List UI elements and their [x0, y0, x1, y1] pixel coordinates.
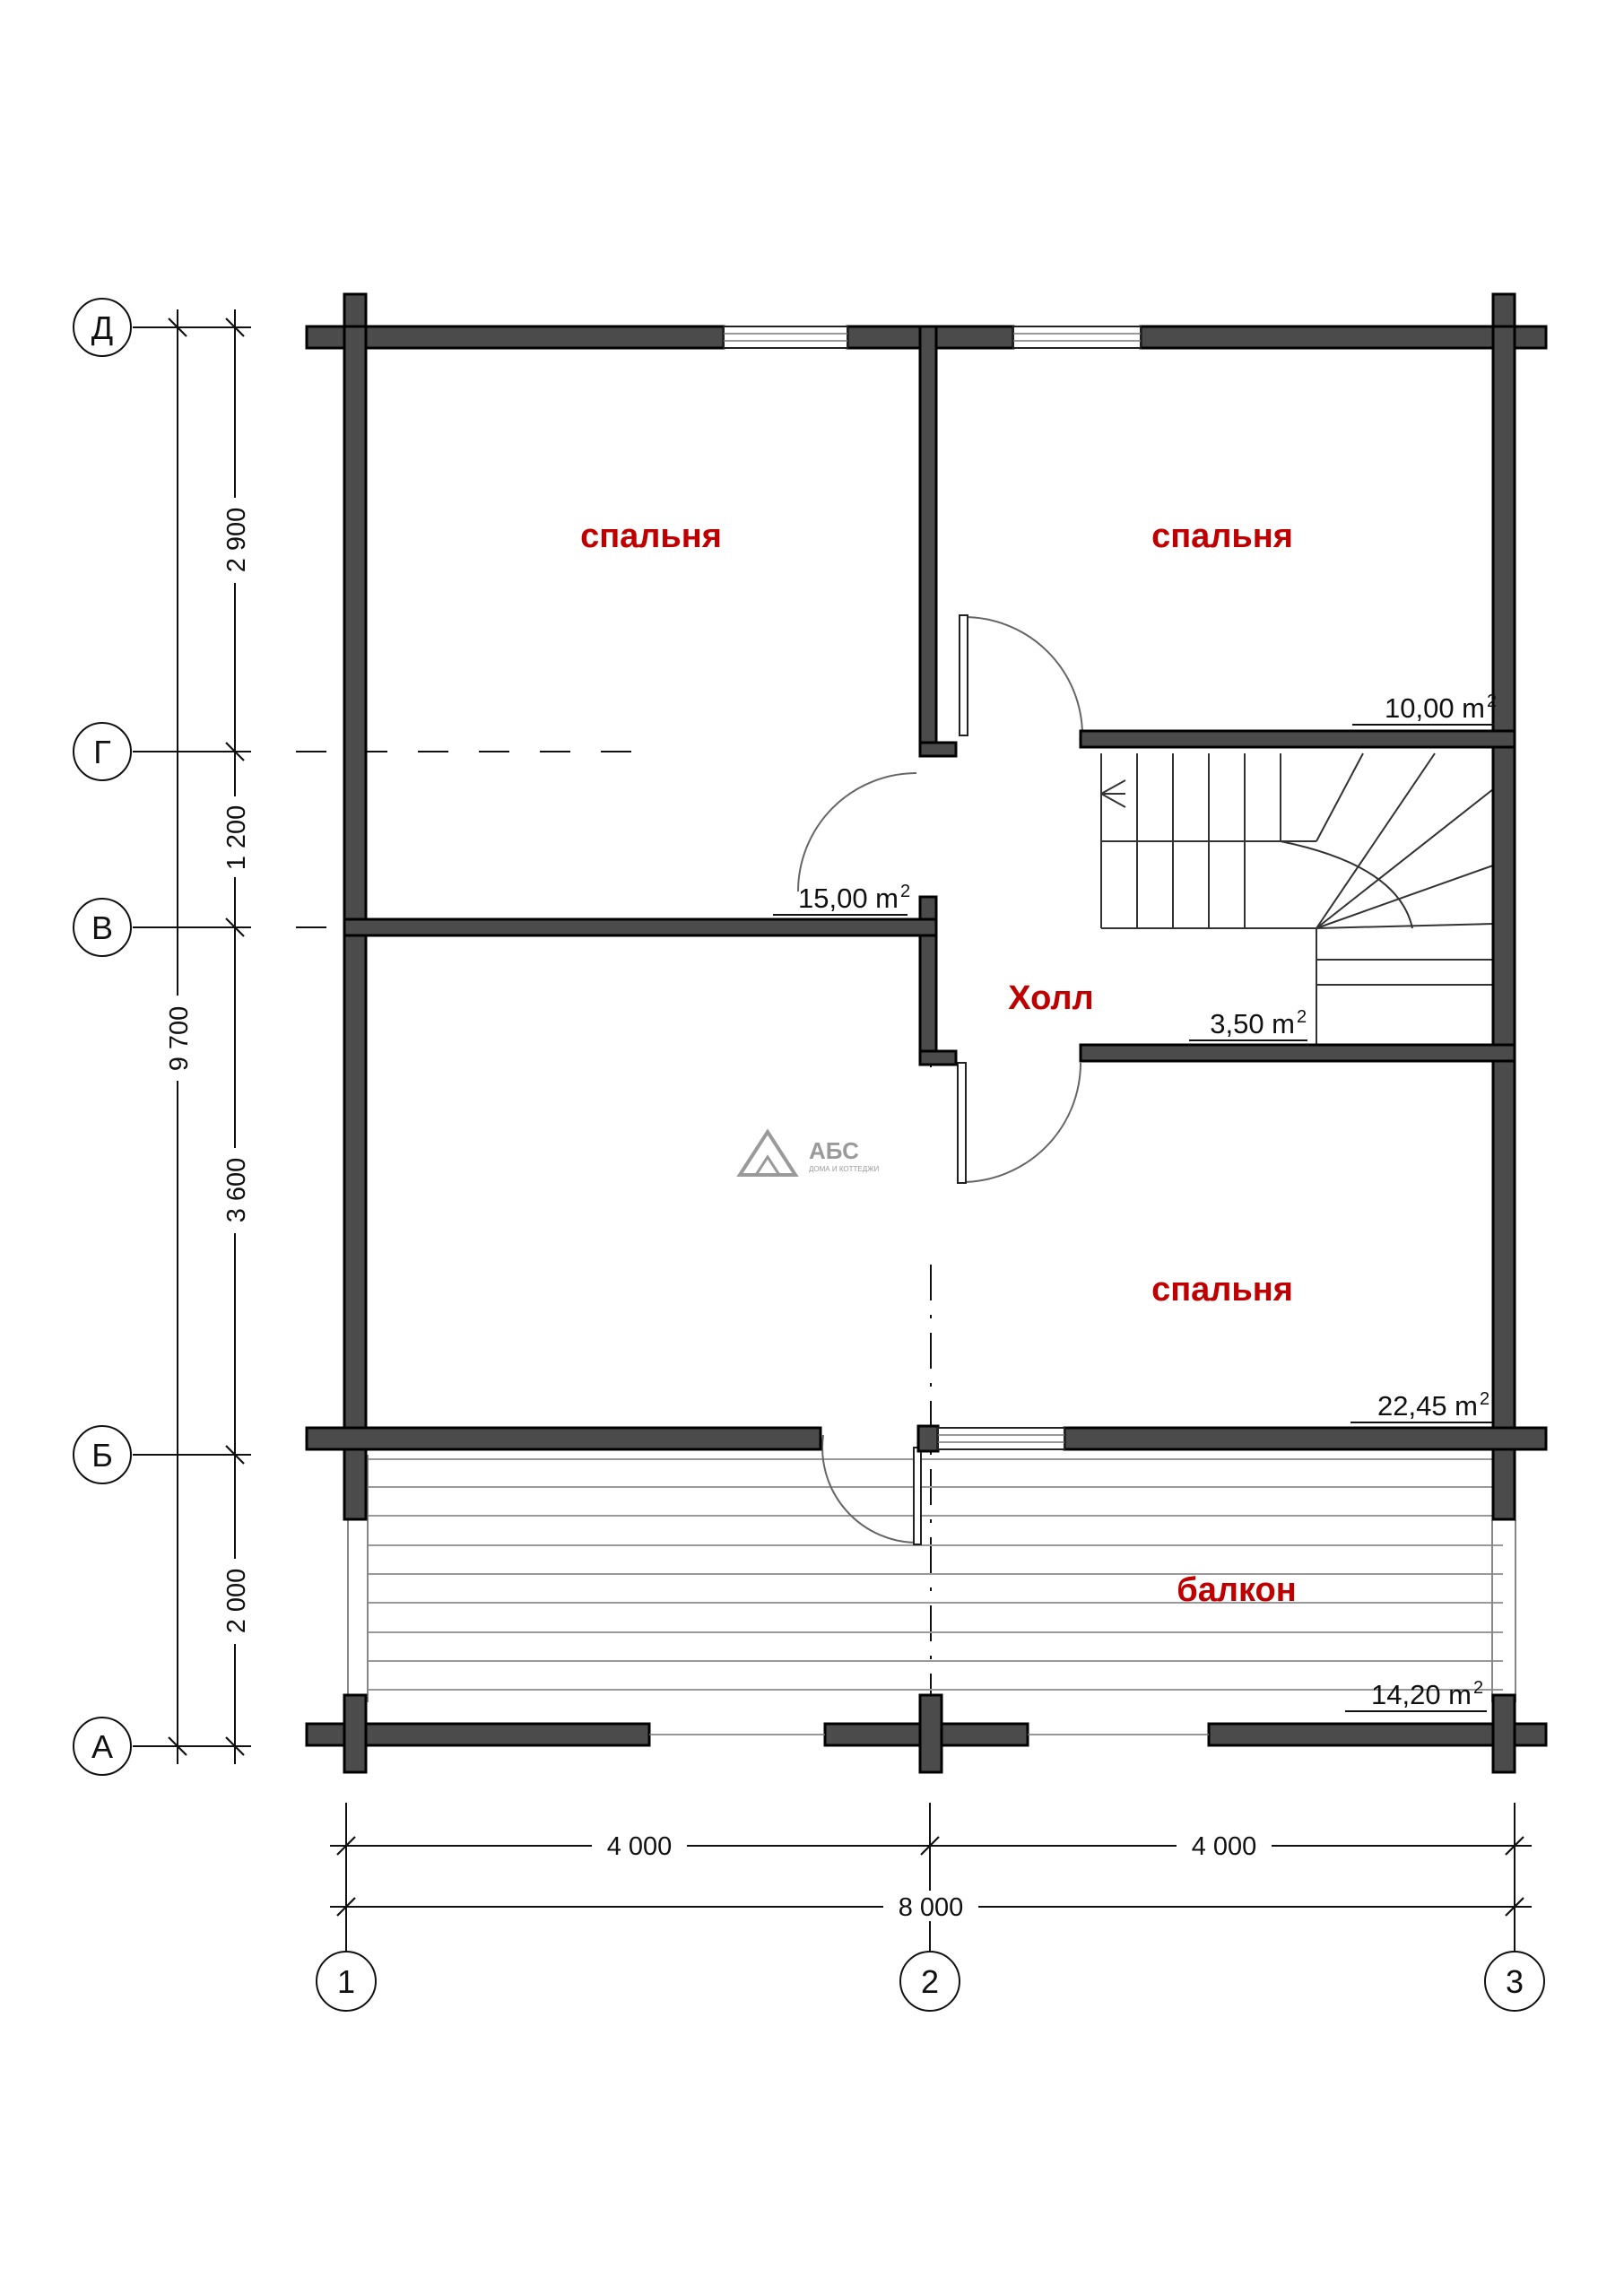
- svg-text:14,20 m: 14,20 m: [1370, 1679, 1472, 1710]
- axis-marker: [1485, 1952, 1544, 2011]
- door-leaf[interactable]: [958, 1063, 966, 1183]
- room-label-bedroom: спальня: [580, 517, 722, 555]
- svg-text:Г: Г: [93, 734, 111, 770]
- svg-text:Б: Б: [91, 1437, 113, 1474]
- dim-segment: 2 900: [222, 507, 251, 573]
- svg-text:15,00 m: 15,00 m: [797, 883, 899, 914]
- svg-text:АБС: АБС: [809, 1137, 859, 1164]
- axis-marker: [74, 299, 131, 356]
- axis-marker: [317, 1952, 376, 2011]
- svg-text:2: 2: [900, 882, 911, 901]
- svg-text:3: 3: [1505, 1963, 1524, 2000]
- svg-text:2: 2: [1480, 1389, 1490, 1409]
- window: [938, 1428, 1064, 1449]
- svg-text:ДОМА И КОТТЕДЖИ: ДОМА И КОТТЕДЖИ: [809, 1165, 880, 1173]
- area-label: [1352, 691, 1497, 725]
- svg-text:10,00 m: 10,00 m: [1384, 692, 1485, 724]
- walls: [307, 294, 1546, 1772]
- area-label: [1189, 1007, 1307, 1040]
- svg-text:1: 1: [336, 1963, 356, 2000]
- room-label-hall: Холл: [1008, 979, 1094, 1017]
- svg-text:2: 2: [920, 1963, 940, 2000]
- horizontal-dimensions: [330, 1803, 1532, 1951]
- axis-marker: [900, 1952, 960, 2011]
- area-label: [1345, 1678, 1487, 1711]
- room-label-bedroom: спальня: [1151, 517, 1293, 555]
- door-leaf[interactable]: [960, 615, 968, 735]
- dim-segment: 1 200: [222, 804, 251, 871]
- dim-segment: 4 000: [1191, 1832, 1257, 1861]
- window: [724, 326, 847, 348]
- axis-marker: [74, 1426, 131, 1483]
- dim-total-horizontal: 8 000: [898, 1893, 964, 1922]
- svg-text:22,45 m: 22,45 m: [1376, 1390, 1478, 1422]
- logo-mark-icon: [740, 1132, 795, 1175]
- room-label-bedroom: спальня: [1151, 1271, 1293, 1309]
- svg-text:2: 2: [1473, 1678, 1484, 1698]
- svg-text:В: В: [91, 909, 114, 946]
- room-label-balcony: балкон: [1177, 1571, 1297, 1609]
- vertical-dimensions: [133, 309, 251, 1764]
- area-label: [773, 882, 910, 915]
- company-logo: [740, 1132, 880, 1175]
- dim-total-vertical: 9 700: [165, 1005, 194, 1072]
- axis-marker: [74, 723, 131, 780]
- dim-segment: 3 600: [222, 1157, 251, 1223]
- svg-text:2: 2: [1297, 1007, 1307, 1027]
- axis-marker: [74, 1718, 131, 1775]
- dim-segment: 4 000: [606, 1832, 673, 1861]
- svg-text:А: А: [91, 1728, 114, 1765]
- area-label: [1350, 1389, 1492, 1422]
- area-labels: [773, 691, 1497, 1711]
- door-leaf[interactable]: [914, 1448, 921, 1544]
- svg-text:3,50 m: 3,50 m: [1210, 1008, 1295, 1039]
- dim-segment: 2 000: [222, 1568, 251, 1634]
- window: [1013, 326, 1141, 348]
- staircase: [1101, 753, 1493, 1049]
- svg-text:Д: Д: [91, 309, 114, 346]
- axis-marker: [74, 899, 131, 956]
- svg-text:2: 2: [1487, 691, 1498, 711]
